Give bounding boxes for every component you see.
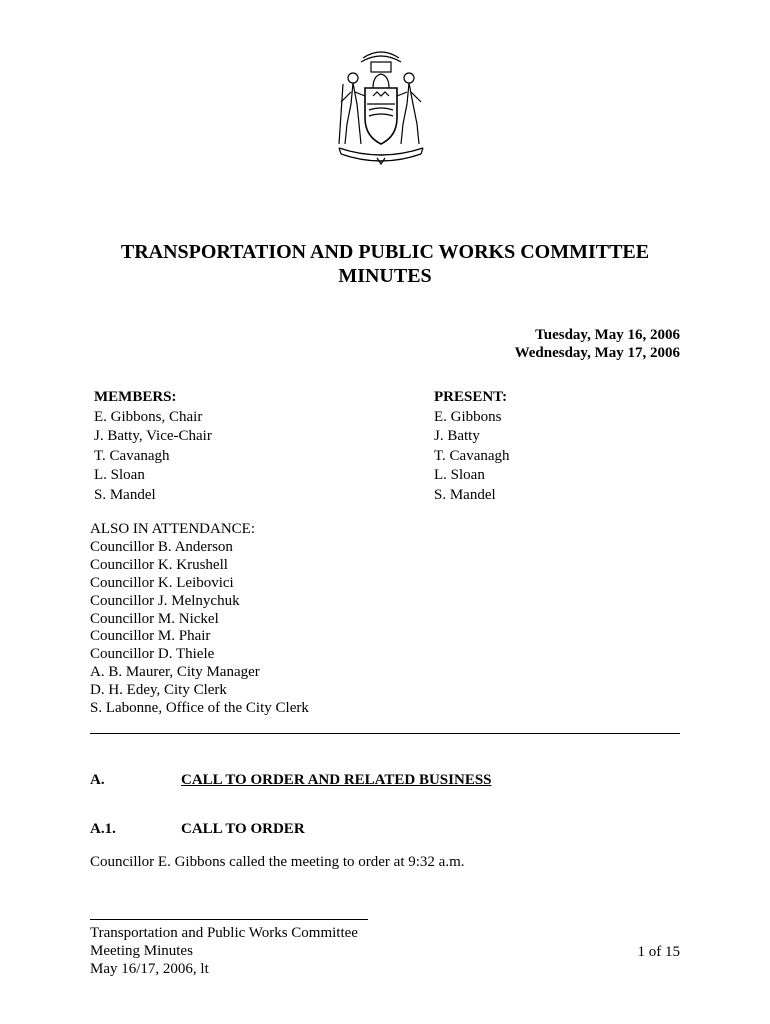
member-name: E. Gibbons, Chair <box>94 408 203 425</box>
present-name: J. Batty <box>434 428 480 444</box>
member-name: L. Sloan <box>94 467 145 483</box>
member-name: T. Cavanagh <box>94 447 170 464</box>
attendee-name: Councillor J. Melnychuk <box>90 592 240 609</box>
title-line-1: TRANSPORTATION AND PUBLIC WORKS COMMITTEE <box>120 241 650 263</box>
document-title <box>0 240 770 288</box>
attendee-name: Councillor D. Thiele <box>90 646 215 663</box>
attendance-list <box>90 521 309 718</box>
page-number: 1 of 15 <box>637 944 680 960</box>
attendee-name: Councillor M. Nickel <box>90 610 219 627</box>
subsection-number: A.1. <box>90 821 116 837</box>
attendee-name: Councillor M. Phair <box>90 628 211 645</box>
present-name: L. Sloan <box>434 467 485 483</box>
crest-icon <box>333 44 429 166</box>
attendee-name: Councillor B. Anderson <box>90 538 233 555</box>
attendee-name: Councillor K. Leibovici <box>90 574 234 591</box>
members-heading: MEMBERS: <box>94 389 177 405</box>
footer-line: Meeting Minutes <box>90 942 193 959</box>
present-list <box>434 388 510 505</box>
footer-line: May 16/17, 2006, lt <box>90 960 209 977</box>
subsection-title: CALL TO ORDER <box>181 821 305 837</box>
present-name: T. Cavanagh <box>434 447 510 464</box>
attendee-name: Councillor K. Krushell <box>90 556 228 573</box>
attendee-name: A. B. Maurer, City Manager <box>90 664 260 681</box>
present-name: S. Mandel <box>434 486 496 503</box>
meeting-dates <box>515 326 680 362</box>
attendee-name: D. H. Edey, City Clerk <box>90 682 227 699</box>
member-name: J. Batty, Vice-Chair <box>94 428 212 444</box>
attendee-name: S. Labonne, Office of the City Clerk <box>90 700 309 717</box>
title-line-2: MINUTES <box>338 265 432 287</box>
member-name: S. Mandel <box>94 486 156 503</box>
section-title: CALL TO ORDER AND RELATED BUSINESS <box>181 772 492 788</box>
present-name: E. Gibbons <box>434 408 502 425</box>
section-number: A. <box>90 772 105 788</box>
members-list <box>94 388 212 505</box>
body-paragraph: Councillor E. Gibbons called the meeting to order at 9:32 a.m. <box>90 854 465 870</box>
footer-rule <box>90 919 368 920</box>
city-crest-logo <box>333 44 429 166</box>
present-heading: PRESENT: <box>434 389 508 405</box>
section-divider <box>90 733 680 734</box>
meeting-date: Wednesday, May 17, 2006 <box>514 345 680 361</box>
footer <box>90 925 358 979</box>
meeting-date: Tuesday, May 16, 2006 <box>535 327 680 343</box>
footer-line: Transportation and Public Works Committee <box>90 925 358 941</box>
attendance-heading: ALSO IN ATTENDANCE: <box>90 521 255 537</box>
